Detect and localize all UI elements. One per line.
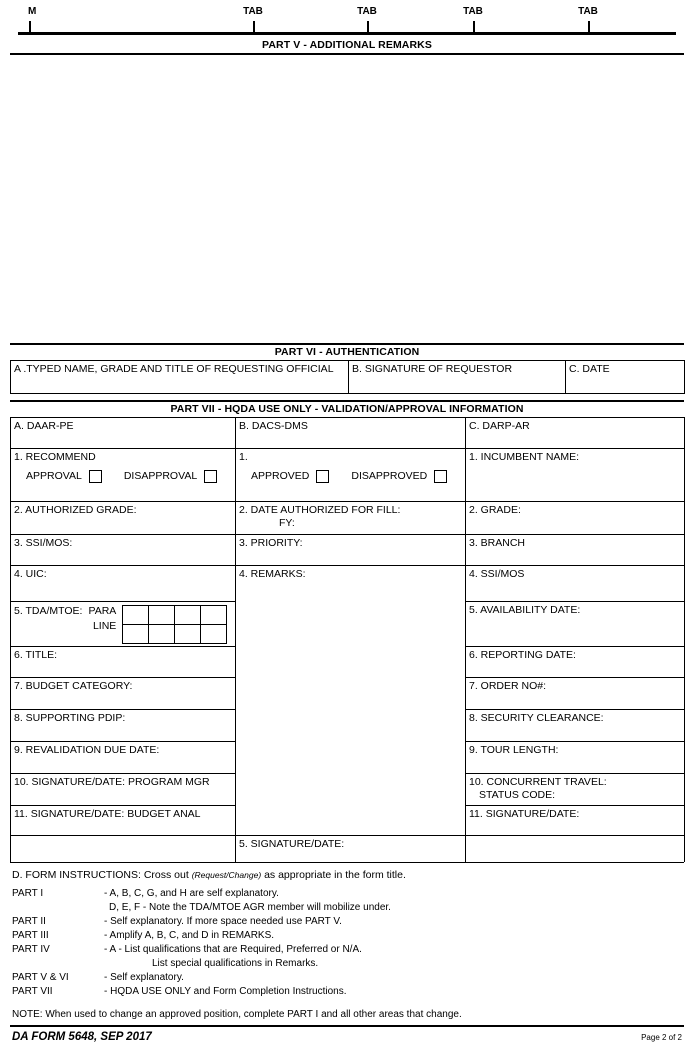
tab-tick [253,21,255,32]
a9-label: 9. REVALIDATION DUE DATE: [14,744,160,756]
form-instructions [10,863,684,1022]
table-row [11,535,685,566]
a7-label: 7. BUDGET CATEGORY: [14,680,133,692]
tda-cell[interactable] [149,606,175,625]
c11-signature-date-cell[interactable] [466,806,685,836]
b2-date-authorized-cell[interactable] [236,502,466,535]
c5-availability-date-cell[interactable] [466,602,685,647]
tab-tick [29,21,31,32]
typed-name-cell[interactable] [11,361,349,394]
date-label: C. DATE [569,363,610,375]
a6-title-cell[interactable] [11,647,236,678]
instructions-heading [12,868,682,883]
tda-mtoe-grid[interactable] [122,605,227,644]
form-page [0,6,694,1043]
instruction-row-part-iv-cont: List special qualifications in Remarks. [152,958,319,969]
a3-ssi-mos-cell[interactable] [11,535,236,566]
instructions-heading-italic: (Request/Change) [191,870,262,880]
a11-label: 11. SIGNATURE/DATE: BUDGET ANAL [14,808,201,820]
a7-budget-category-cell[interactable] [11,678,236,710]
a2-authorized-grade-cell[interactable] [11,502,236,535]
a1-approval-checkbox[interactable] [89,470,102,483]
tda-line-label: LINE [92,620,117,632]
b3-label: 3. PRIORITY: [239,537,303,549]
tda-para-label: PARA [88,605,117,617]
c1-label: 1. INCUMBENT NAME: [469,451,580,463]
tda-cell[interactable] [149,625,175,644]
c6-reporting-date-cell[interactable] [466,647,685,678]
c8-security-clearance-cell[interactable] [466,710,685,742]
a-blank-cell [11,836,236,863]
a5-tda-mtoe-cell[interactable] [11,602,236,647]
tda-grid-row-line [123,625,227,644]
signature-requestor-cell[interactable] [349,361,566,394]
instruction-row-part-i-cont: D, E, F - Note the TDA/MTOE AGR member will mobilize under. [109,902,391,913]
part-v-remarks-area[interactable] [10,55,684,343]
tab-mark-label: TAB [357,6,377,17]
c2-label: 2. GRADE: [469,504,521,516]
c1-incumbent-name-cell[interactable] [466,449,685,502]
a10-label: 10. SIGNATURE/DATE: PROGRAM MGR [14,776,210,788]
col-c-header-label: C. DARP-AR [469,420,530,432]
tab-mark-m [28,6,36,17]
a9-revalidation-due-date-cell[interactable] [11,742,236,774]
instructions-note: NOTE: When used to change an approved position, complete PART I and all other areas that change. [12,1009,462,1020]
tab-tick [588,21,590,32]
instruction-part-label: PART III [12,930,49,941]
table-row [11,361,685,394]
tda-cell[interactable] [201,625,227,644]
c9-tour-length-cell[interactable] [466,742,685,774]
b1-approved-cell[interactable] [236,449,466,502]
a1-recommend-cell[interactable] [11,449,236,502]
col-c-header-cell [466,418,685,449]
a4-label: 4. UIC: [14,568,47,580]
tab-mark-label: TAB [243,6,263,17]
part-v-title: PART V - ADDITIONAL REMARKS [262,39,432,51]
c10-concurrent-travel-cell[interactable] [466,774,685,806]
tab-tick [367,21,369,32]
b1-disapproved-checkbox[interactable] [434,470,447,483]
tab-mark-2 [357,6,387,17]
tda-cell[interactable] [123,625,149,644]
instruction-row-part-iv [12,943,682,957]
instruction-part-text: - Self explanatory. [104,972,184,983]
c11-label: 11. SIGNATURE/DATE: [469,808,580,820]
b1-approved-label: APPROVED [251,470,310,482]
col-a-header-label: A. DAAR-PE [14,420,74,432]
instruction-part-label: PART I [12,888,44,899]
instruction-part-label: PART VII [12,986,53,997]
instruction-part-label: PART IV [12,944,50,955]
a11-signature-budget-anal-cell[interactable] [11,806,236,836]
c10-status-code-label: STATUS CODE: [479,789,556,801]
tda-row-labels [88,604,122,634]
tab-mark-label: M [28,6,37,17]
instruction-part-label: PART V & VI [12,972,69,983]
instructions-heading-post: as appropriate in the form title. [264,869,406,881]
b1-approved-checkbox[interactable] [316,470,329,483]
instructions-heading-pre: D. FORM INSTRUCTIONS: Cross out [12,869,189,881]
c10-label: 10. CONCURRENT TRAVEL: [469,776,607,788]
table-row [11,449,685,502]
b4-remarks-cell[interactable] [236,566,466,836]
instruction-row-part-i [12,887,682,901]
c8-label: 8. SECURITY CLEARANCE: [469,712,604,724]
page-number: Page 2 of 2 [641,1033,682,1042]
tda-cell[interactable] [175,625,201,644]
a1-approval-label: APPROVAL [26,470,82,482]
b3-priority-cell[interactable] [236,535,466,566]
c5-label: 5. AVAILABILITY DATE: [469,604,581,616]
b5-label: 5. SIGNATURE/DATE: [239,838,345,850]
a10-signature-program-mgr-cell[interactable] [11,774,236,806]
instruction-row-part-vii [12,985,682,999]
c6-label: 6. REPORTING DATE: [469,649,576,661]
instruction-part-label: PART II [12,916,46,927]
c3-branch-cell[interactable] [466,535,685,566]
b4-label: 4. REMARKS: [239,568,306,580]
a6-label: 6. TITLE: [14,649,57,661]
tab-mark-3 [463,6,493,17]
a1-disapproval-label: DISAPPROVAL [123,470,198,482]
c2-grade-cell[interactable] [466,502,685,535]
date-cell[interactable] [566,361,685,394]
table-row [11,418,685,449]
table-row [11,836,685,863]
part-vii-title: PART VII - HQDA USE ONLY - VALIDATION/APPROVAL INFORMATION [170,403,524,415]
b1-disapproved-label: DISAPPROVED [351,470,428,482]
instruction-part-text: - HQDA USE ONLY and Form Completion Instructions. [104,986,347,997]
col-b-header-cell [236,418,466,449]
b5-signature-date-cell[interactable] [236,836,466,863]
a2-label: 2. AUTHORIZED GRADE: [14,504,137,516]
c4-label: 4. SSI/MOS [469,568,525,580]
typed-name-label: A .TYPED NAME, GRADE AND TITLE OF REQUESTING OFFICIAL [14,363,334,375]
tda-grid-row-para [123,606,227,625]
a1-disapproval-checkbox[interactable] [204,470,217,483]
a8-label: 8. SUPPORTING PDIP: [14,712,126,724]
part-vi-table [10,360,685,394]
b1-options [239,470,462,483]
table-row [11,566,685,602]
c3-label: 3. BRANCH [469,537,526,549]
b1-label: 1. [239,451,248,463]
part-vii-table [10,417,685,862]
signature-requestor-label: B. SIGNATURE OF REQUESTOR [352,363,513,375]
instruction-row-part-v-vi [12,971,682,985]
a4-uic-cell[interactable] [11,566,236,602]
b2-fy-label: FY: [279,517,295,529]
col-b-header-label: B. DACS-DMS [239,420,308,432]
instruction-row-part-iii [12,929,682,943]
tda-cell[interactable] [201,606,227,625]
tab-tick [473,21,475,32]
tda-mtoe-wrapper [14,604,232,644]
tab-mark-4 [578,6,608,17]
instruction-part-text: - Self explanatory. If more space needed use PART V. [104,916,342,927]
form-identifier: DA FORM 5648, SEP 2017 [12,1031,152,1043]
instruction-part-text: - Amplify A, B, C, and D in REMARKS. [104,930,275,941]
ruler-rule [18,32,676,35]
a3-label: 3. SSI/MOS: [14,537,73,549]
b2-label: 2. DATE AUTHORIZED FOR FILL: [239,504,401,516]
tda-cell[interactable] [123,606,149,625]
part-vi-title: PART VI - AUTHENTICATION [274,346,420,358]
a8-supporting-pdip-cell[interactable] [11,710,236,742]
tab-mark-label: TAB [578,6,598,17]
page-footer [10,1027,684,1043]
a1-options [14,470,232,483]
tab-mark-1 [243,6,273,17]
c9-label: 9. TOUR LENGTH: [469,744,559,756]
tda-cell[interactable] [175,606,201,625]
c-blank-cell [466,836,685,863]
instruction-row-part-ii [12,915,682,929]
tda-mtoe-main-label: 5. TDA/MTOE: [14,605,83,617]
c7-label: 7. ORDER NO#: [469,680,547,692]
instruction-part-text: - A, B, C, G, and H are self explanatory. [104,888,279,899]
c7-order-no-cell[interactable] [466,678,685,710]
tab-mark-label: TAB [463,6,483,17]
a1-label: 1. RECOMMEND [14,451,96,463]
instruction-part-text: - A - List qualifications that are Required, Preferred or N/A. [104,944,362,955]
c4-ssi-mos-cell[interactable] [466,566,685,602]
tab-ruler [10,6,684,38]
col-a-header-cell [11,418,236,449]
table-row [11,502,685,535]
